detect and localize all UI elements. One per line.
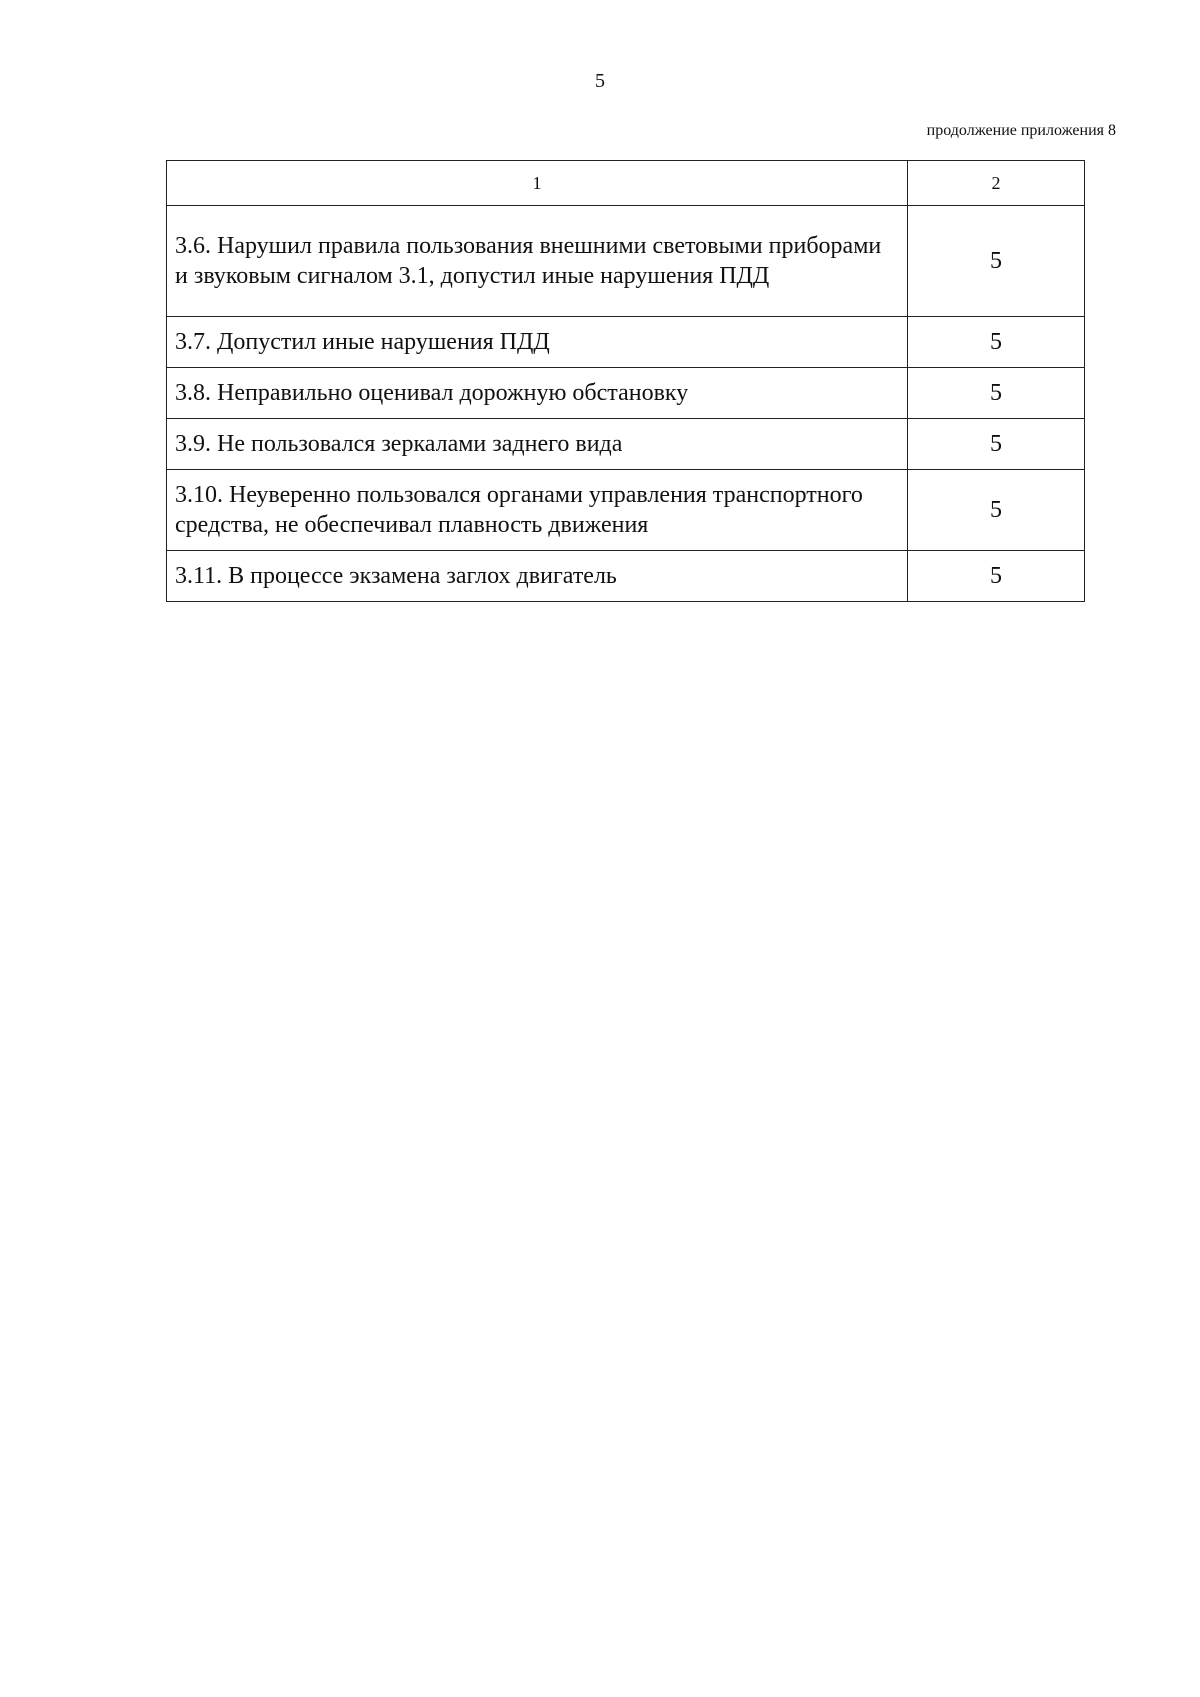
- criterion-text: 3.9. Не пользовался зеркалами заднего вида: [167, 419, 908, 470]
- page-number: 5: [595, 70, 605, 92]
- appendix-continuation-note: продолжение приложения 8: [926, 122, 1116, 139]
- criteria-table: [166, 160, 1085, 602]
- criterion-text: 3.6. Нарушил правила пользования внешними световыми приборами и звуковым сигналом 3.1, допустил иные нарушения ПДД: [167, 206, 908, 317]
- table-header-row: [167, 161, 1085, 206]
- column-header-2: 2: [908, 161, 1085, 206]
- criterion-value: 5: [908, 317, 1085, 368]
- criterion-value: 5: [908, 470, 1085, 551]
- table-row: [167, 206, 1085, 317]
- criterion-text: 3.11. В процессе экзамена заглох двигатель: [167, 551, 908, 602]
- table-row: [167, 470, 1085, 551]
- criterion-text: 3.8. Неправильно оценивал дорожную обстановку: [167, 368, 908, 419]
- criterion-value: 5: [908, 551, 1085, 602]
- criterion-text: 3.10. Неуверенно пользовался органами управления транспортного средства, не обеспечивал плавность движения: [167, 470, 908, 551]
- table-row: [167, 368, 1085, 419]
- criterion-value: 5: [908, 368, 1085, 419]
- table-row: [167, 551, 1085, 602]
- criterion-value: 5: [908, 206, 1085, 317]
- table-row: [167, 317, 1085, 368]
- column-header-1: 1: [167, 161, 908, 206]
- table-row: [167, 419, 1085, 470]
- criterion-text: 3.7. Допустил иные нарушения ПДД: [167, 317, 908, 368]
- criterion-value: 5: [908, 419, 1085, 470]
